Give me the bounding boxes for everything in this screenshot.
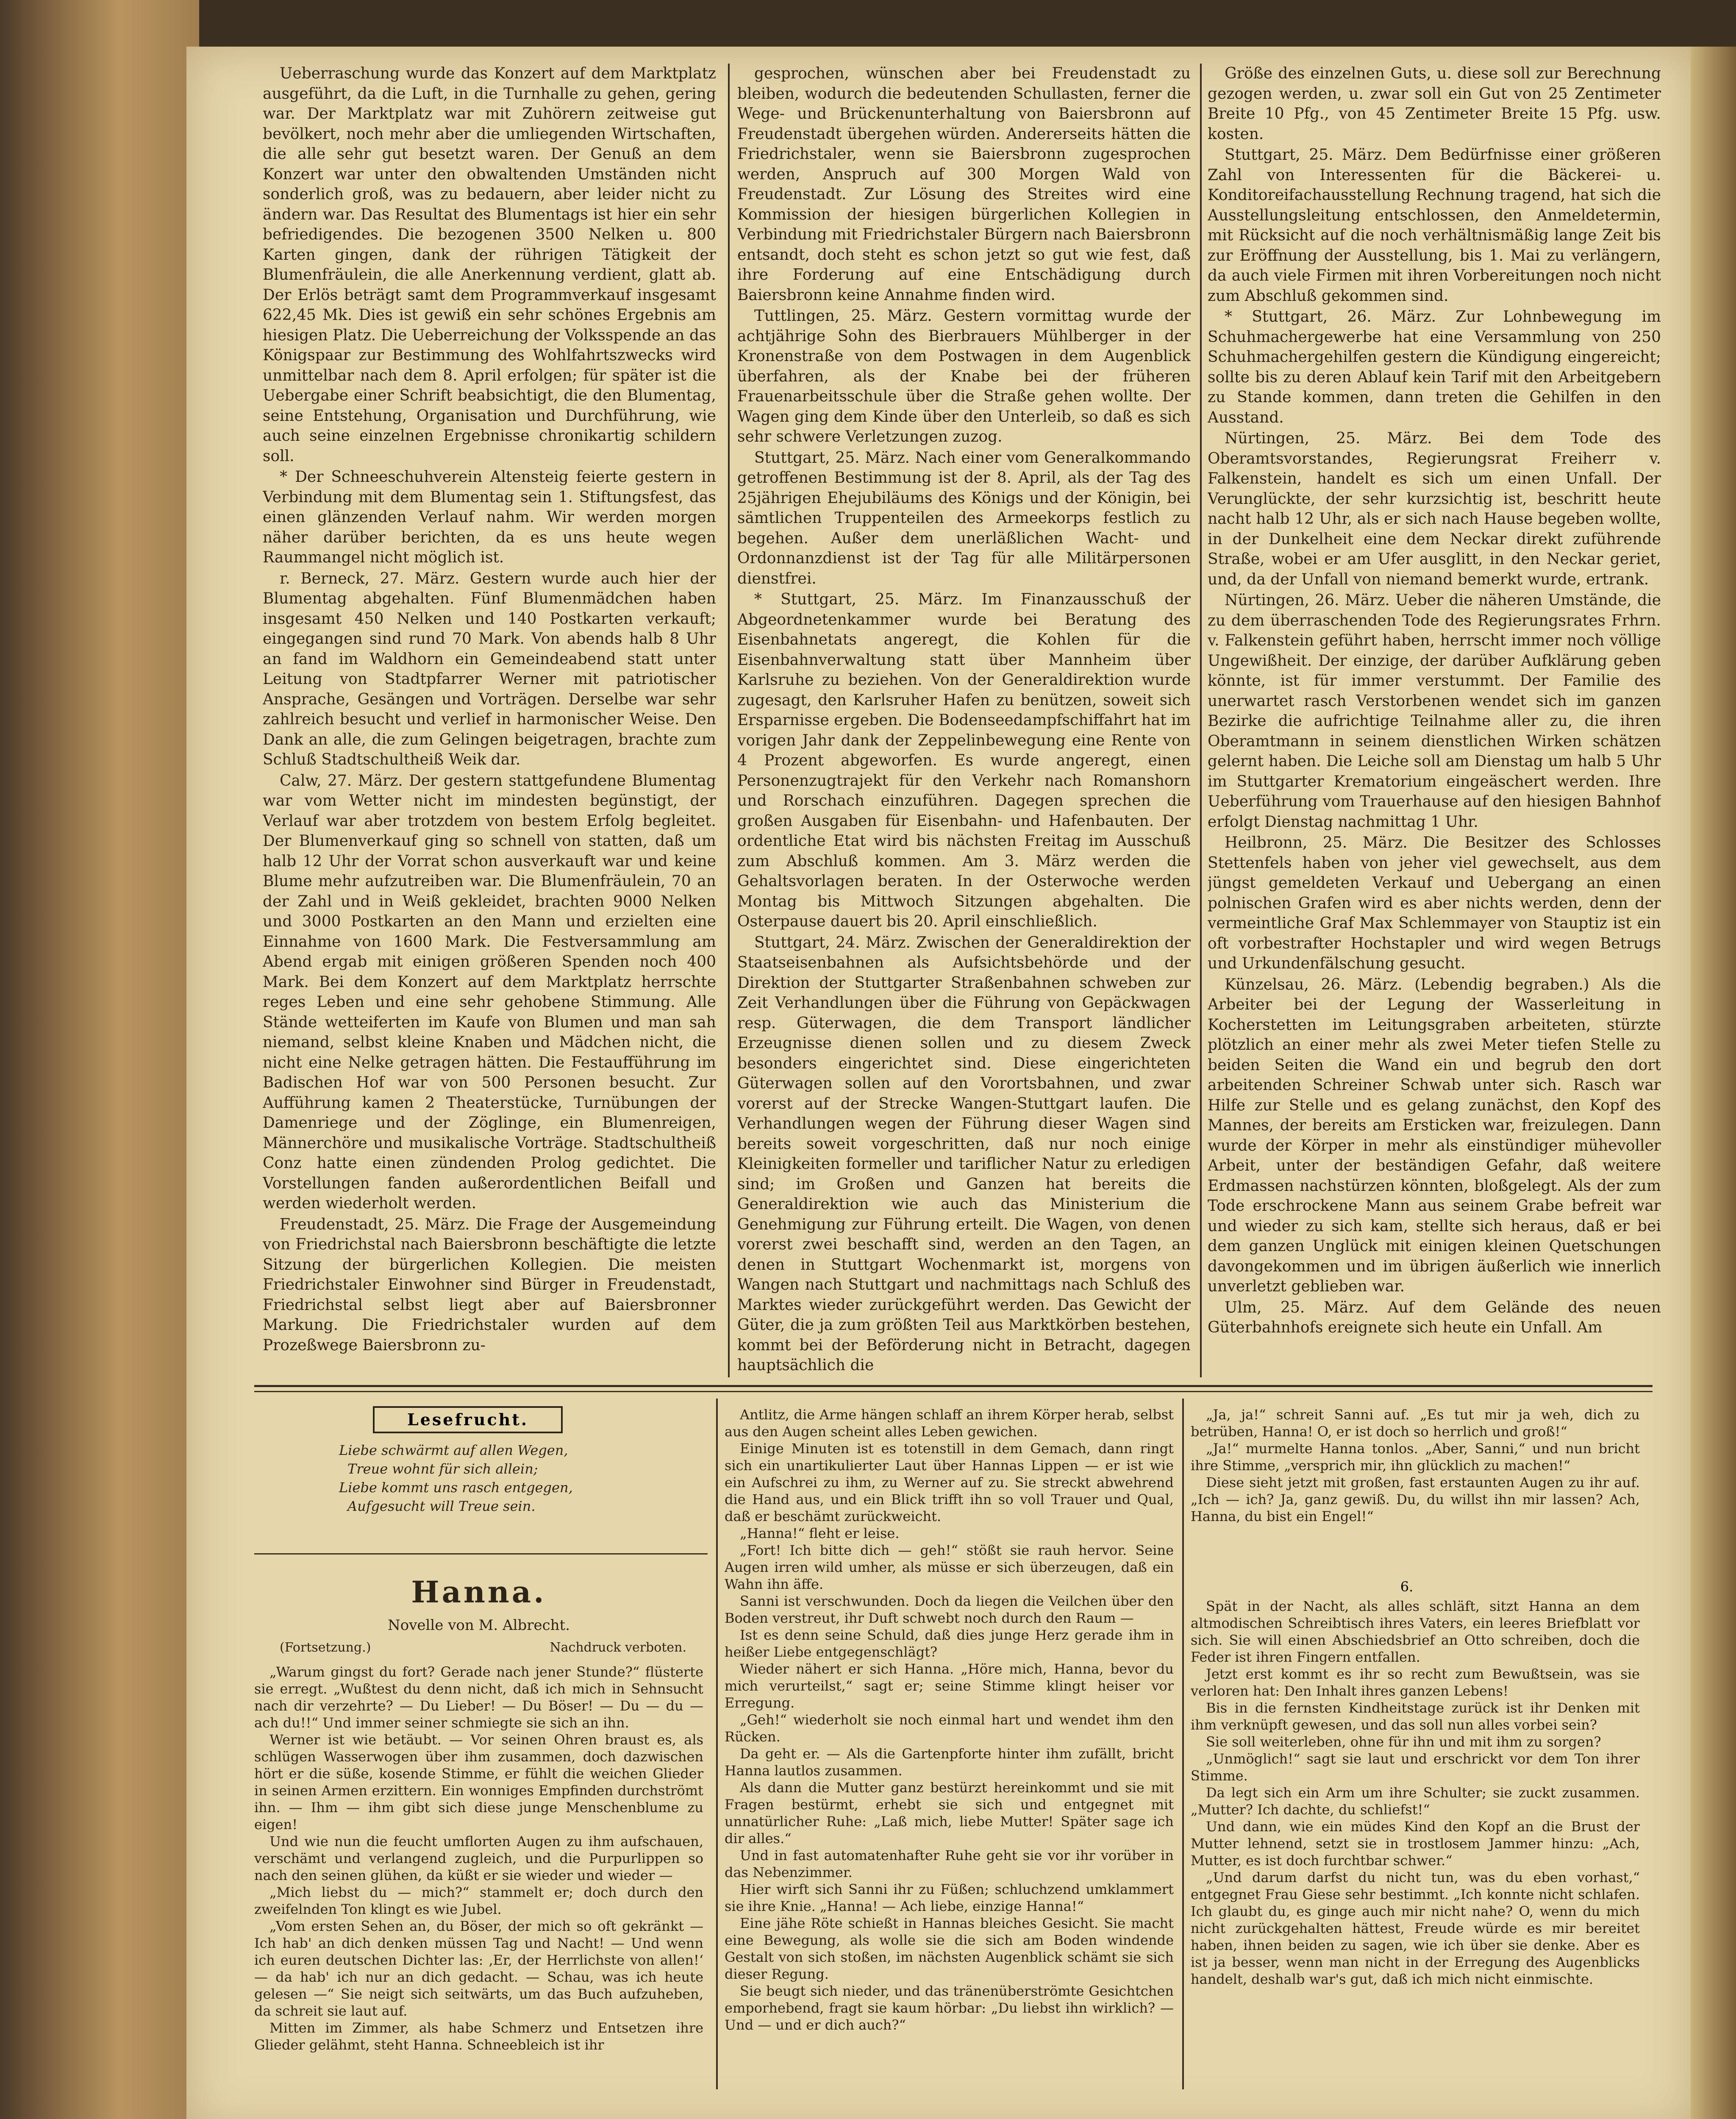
page-edge: [1691, 47, 1736, 2119]
news-paragraph: * Stuttgart, 25. März. Im Finanzausschuß der Abgeordnetenkammer wurde bei Beratung des Eisenbahnetats angeregt, die Kohlen für die Eisenbahnverwaltung statt über Mannheim über Karlsruhe zu beziehen. Von der Generaldirektion wurde zugesagt, den Karlsruher Hafen zu benützen, soweit sich Ersparnisse ergeben. Die Bodenseedampfschiffahrt hat im vorigen Jahr dank der Zeppelinbewegung eine Rente von 4 Prozent abgeworfen. Es wurde angeregt, einen Personenzugtrajekt für den Verkehr nach Romanshorn und Rorschach einzuführen. Dagegen sprechen die großen Ausgaben für Eisenbahn- und Hafenbauten. Der ordentliche Etat wird bis nächsten Freitag im Ausschuß zum Abschluß kommen. Am 3. März werden die Gehaltsvorlagen beraten. In der Osterwoche werden Montag bis Mittwoch Sitzungen abgehalten. Die Osterpause dauert bis 20. April einschließlich.: [737, 591, 1191, 930]
novel-paragraph: Sie beugt sich nieder, und das tränenüberströmte Gesichtchen emporhebend, fragt sie kaum hörbar: „Du liebst ihn wirklich? — Und — und er dich auch?“: [725, 1983, 1174, 2033]
novel-paragraph: „Hanna!“ fleht er leise.: [740, 1525, 900, 1541]
feuilleton-rule: [254, 1391, 1653, 1392]
column-rule: [728, 64, 730, 1377]
news-paragraph: Ueberraschung wurde das Konzert auf dem Marktplatz ausgeführt, da die Luft, in die Turnhalle zu gehen, gering war. Der Marktplatz war mit Zuhörern zeitweise gut bevölkert, noch mehr aber die umliegenden Wirtschaften, die alle sehr gut besetzt waren. Der Genuß an dem Konzert war unter den obwaltenden Umständen nicht sonderlich groß, was zu bedauern, aber leider nicht zu ändern war. Das Resultat des Blumentags ist hier ein sehr befriedigendes. Die bezogenen 3500 Nelken u. 800 Karten gingen, dank der rührigen Tätigkeit der Blumenfräulein, die alle Anerkennung verdient, glatt ab. Der Erlös beträgt samt dem Programmverkauf insgesamt 622,45 Mk. Dies ist gewiß ein sehr schönes Ergebnis am hiesigen Platz. Die Ueberreichung der Volksspende an das Königspaar zur Bestimmung des Wohlfahrtszwecks wird unmittelbar nach dem 8. April erfolgen; für später ist die Uebergabe einer Schrift beabsichtigt, die den Blumentag, seine Entstehung, Organisation und Durchführung, wie auch seine einzelnen Ergebnisse chronikartig schildern soll.: [263, 65, 716, 465]
novel-paragraph: „Warum gingst du fort? Gerade nach jener Stunde?“ flüsterte sie erregt. „Wußtest du denn nicht, daß ich mich in Sehnsucht nach dir verzehrte? — Du Lieber! — Du Böser! — Du — du — ach du!!“ Und immer seiner schmiegte sie sich an ihn.: [254, 1664, 703, 1731]
novel-title: Hanna.: [411, 1574, 547, 1610]
feuilleton-rule: [254, 1385, 1653, 1387]
novel-paragraph: Da geht er. — Als die Gartenpforte hinter ihm zufällt, bricht Hanna lautlos zusammen.: [725, 1746, 1174, 1779]
novel-column-1: [254, 1663, 703, 2087]
novel-paragraph: „Geh!“ wiederholt sie noch einmal hart und wendet ihm den Rücken.: [725, 1712, 1174, 1745]
news-paragraph: Ulm, 25. März. Auf dem Gelände des neuen Güterbahnhofs ereignete sich heute ein Unfall. Am: [1208, 1299, 1661, 1336]
news-paragraph: Calw, 27. März. Der gestern stattgefundene Blumentag war vom Wetter nicht im mindesten begünstigt, der Verlauf war aber trotzdem von bestem Erfolg begleitet. Der Blumenverkauf ging so schnell von statten, daß um halb 12 Uhr der Vorrat schon ausverkauft war und keine Blume mehr aufzutreiben war. Die Blumenfräulein, 70 an der Zahl und in Weiß gekleidet, brachten 9000 Nelken und 3000 Postkarten an den Mann und erzielten eine Einnahme von 1600 Mark. Die Festversammlung am Abend ergab mit einigen größeren Spenden noch 400 Mark. Bei dem Konzert auf dem Marktplatz herrschte reges Leben und eine sehr gehobene Stimmung. Alle Stände wetteiferten im Kaufe von Blumen und man sah niemand, selbst kleine Knaben und Mädchen nicht, die nicht eine Nelke getragen hätten. Die Festaufführung im Badischen Hof war von 500 Personen besucht. Zur Aufführung kamen 2 Theaterstücke, Turnübungen der Damenriege und der Zöglinge, ein Blumenreigen, Männerchöre und musikalische Vorträge. Stadtschultheiß Conz hatte einen zündenden Prolog gedichtet. Die Vorstellungen fanden außerordentlichen Beifall und werden wiederholt werden.: [263, 772, 716, 1212]
column-rule: [716, 1399, 718, 2089]
column-rule: [1200, 64, 1202, 1377]
novel-paragraph: „Ja!“ murmelte Hanna tonlos. „Aber, Sanni,“ und nun bricht ihre Stimme, „versprich mir, ihn glücklich zu machen!“: [1191, 1440, 1640, 1474]
novel-paragraph: Mitten im Zimmer, als habe Schmerz und Entsetzen ihre Glieder gelähmt, steht Hanna. Schneebleich ist ihr: [254, 2020, 703, 2053]
novel-paragraph: Und dann, wie ein müdes Kind den Kopf an die Brust der Mutter lehnend, setzt sie in trostlosem Jammer hinzu: „Ach, Mutter, es ist doch furchtbar schwer.“: [1191, 1819, 1640, 1869]
novel-paragraph: Da legt sich ein Arm um ihre Schulter; sie zuckt zusammen. „Mutter? Ich dachte, du schliefst!“: [1191, 1785, 1640, 1818]
novel-paragraph: Jetzt erst kommt es ihr so recht zum Bewußtsein, was sie verloren hat: Den Inhalt ihres ganzen Lebens!: [1191, 1666, 1640, 1699]
novel-paragraph: Hier wirft sich Sanni ihr zu Füßen; schluchzend umklammert sie ihre Knie. „Hanna! — Ach liebe, einzige Hanna!“: [725, 1881, 1174, 1914]
news-paragraph: Nürtingen, 26. März. Ueber die näheren Umstände, die zu dem überraschenden Tode des Regierungsrates Frhrn. v. Falkenstein geführt haben, herrscht immer noch völlige Ungewißheit. Der einzige, der darüber Aufklärung geben könnte, ist für immer verstummt. Der Familie des unerwartet rasch Verstorbenen wendet sich im ganzen Bezirke die aufrichtige Teilnahme aller zu, die ihren Oberamtmann in seinem dienstlichen Wirken schätzen gelernt haben. Die Leiche soll am Dienstag um halb 5 Uhr im Stuttgarter Krematorium eingeäschert werden. Ihre Ueberführung vom Trauerhause auf den hiesigen Bahnhof erfolgt Dienstag nachmittag 1 Uhr.: [1208, 592, 1661, 831]
news-paragraph: Heilbronn, 25. März. Die Besitzer des Schlosses Stettenfels haben von jeher viel gewechselt, aus dem jüngst gemeldeten Verkauf und Uebergang an einen polnischen Grafen wird es aber nichts werden, denn der vermeintliche Graf Max Schlemmayer von Stauptiz ist ein oft vorbestrafter Hochstapler und wird wegen Betrugs und Urkundenfälschung gesucht.: [1208, 834, 1661, 972]
news-column-2: [737, 64, 1191, 1373]
novel-paragraph: Ist es denn seine Schuld, daß dies junge Herz gerade ihm in heißer Liebe entgegenschlägt?: [725, 1627, 1174, 1660]
novel-paragraph: „Mich liebst du — mich?“ stammelt er; doch durch den zweifelnden Ton klingt es wie Jubel.: [254, 1884, 703, 1917]
news-paragraph: Tuttlingen, 25. März. Gestern vormittag wurde der achtjährige Sohn des Bierbrauers Mühlberger in der Kronenstraße von dem Postwagen in dem Augenblick überfahren, als der Knabe bei der früheren Frauenarbeitsschule über die Straße gehen wollte. Der Wagen ging dem Kinde über den Unterleib, so daß es sich sehr schwere Verletzungen zuzog.: [737, 307, 1191, 445]
novel-paragraph: Bis in die fernsten Kindheitstage zurück ist ihr Denken mit ihm verknüpft gewesen, und das soll nun alles vorbei sein?: [1191, 1700, 1640, 1733]
section-rule: [254, 1553, 708, 1554]
news-paragraph: * Stuttgart, 26. März. Zur Lohnbewegung im Schuhmachergewerbe hat eine Versammlung von 250 Schuhmachergehilfen gestern die Kündigung eingereicht; sollte bis zu deren Ablauf kein Tarif mit den Arbeitgebern zu Stande kommen, dann treten die Gehilfen in den Ausstand.: [1208, 308, 1661, 426]
novel-paragraph: Als dann die Mutter ganz bestürzt hereinkommt und sie mit Fragen bestürmt, erhebt sie sich und entgegnet mit unnatürlicher Ruhe: „Laß mich, liebe Mutter! Später sage ich dir alles.“: [725, 1780, 1174, 1846]
novel-paragraph: Eine jähe Röte schießt in Hannas bleiches Gesicht. Sie macht eine Bewegung, als wolle sie die sich am Boden windende Gestalt von sich stoßen, im nächsten Augenblick schämt sie sich dieser Regung.: [725, 1915, 1174, 1982]
novel-paragraph: „Unmöglich!“ sagt sie laut und erschrickt vor dem Ton ihrer Stimme.: [1191, 1751, 1640, 1784]
novel-paragraph: Und in fast automatenhafter Ruhe geht sie vor ihr vorüber in das Nebenzimmer.: [725, 1847, 1174, 1880]
novel-column-2: [725, 1406, 1174, 2088]
column-rule: [1182, 1399, 1184, 2089]
news-paragraph: r. Berneck, 27. März. Gestern wurde auch hier der Blumentag abgehalten. Fünf Blumenmädchen haben insgesamt 450 Nelken und 140 Postkarten verkauft; eingegangen sind rund 70 Mark. Von abends halb 8 Uhr an fand im Waldhorn ein Gemeindeabend statt unter Leitung von Stadtpfarrer Werner mit patriotischer Ansprache, Gesängen und Vorträgen. Derselbe war sehr zahlreich besucht und verlief in harmonischer Weise. Den Dank an alle, die zum Gelingen beigetragen, brachte zum Schluß Stadtschultheiß Weik dar.: [263, 570, 716, 768]
poem-line: Treue wohnt für sich allein;: [347, 1461, 538, 1477]
news-paragraph: Nürtingen, 25. März. Bei dem Tode des Oberamtsvorstandes, Regierungsrat Freiherr v. Falkenstein, handelt es sich um einen Unfall. Der Verunglückte, der sehr kurzsichtig ist, beschritt heute nacht halb 12 Uhr, als er sich nach Hause begeben wollte, in der Dunkelheit eine dem Neckar direkt zuführende Straße, wobei er am Ufer ausglitt, in den Neckar geriet, und, da der Unfall von niemand bemerkt wurde, ertrank.: [1208, 430, 1661, 588]
news-paragraph: Stuttgart, 25. März. Nach einer vom Generalkommando getroffenen Bestimmung ist der 8. April, als der Tag des 25jährigen Ehejubiläums des Königs und der Königin, bei sämtlichen Truppenteilen des Armeekorps festlich zu begehen. Außer dem unerläßlichen Wacht- und Ordonnanzdienst ist der Tag für alle Militärpersonen dienstfrei.: [737, 449, 1191, 587]
continuation-note: (Fortsetzung.): [280, 1640, 371, 1655]
novel-author: Novelle von M. Albrecht.: [387, 1617, 570, 1634]
news-paragraph: Künzelsau, 26. März. (Lebendig begraben.) Als die Arbeiter bei der Legung der Wasserleitung in Kocherstetten im Leitungsgraben arbeiteten, stürzte plötzlich an einer mehr als zwei Meter tiefen Stelle zu beiden Seiten die Wand ein und begrub den dort arbeitenden Schreiner Schwab unter sich. Rasch war Hilfe zur Stelle und es gelang zunächst, den Kopf des Mannes, der bereits am Ersticken war, freizulegen. Dann wurde der Körper in mehr als einstündiger mühevoller Arbeit, unter der beständigen Gefahr, daß weitere Erdmassen nachstürzen könnten, bloßgelegt. Als der zum Tode erschrockene Mann aus seinem Grabe befreit war und wieder zu sich kam, stellte sich heraus, daß er bei dem ganzen Unglück mit einigen kleinen Quetschungen davongekommen und im übrigen äußerlich wie innerlich unverletzt geblieben war.: [1208, 976, 1661, 1295]
novel-paragraph: Spät in der Nacht, als alles schläft, sitzt Hanna an dem altmodischen Schreibtisch ihres Vaters, ein leeres Briefblatt vor sich. Sie will einen Abschiedsbrief an Otto schreiben, doch die Feder ist ihren Fingern entfallen.: [1191, 1598, 1640, 1665]
novel-column-3-continued: [1191, 1598, 1640, 2089]
news-paragraph: Größe des einzelnen Guts, u. diese soll zur Berechnung gezogen werden, u. zwar soll ein Gut von 25 Zentimeter Breite 10 Pfg., von 45 Zentimeter Breite 15 Pfg. usw. kosten.: [1208, 65, 1661, 143]
news-paragraph: Freudenstadt, 25. März. Die Frage der Ausgemeindung von Friedrichstal nach Baiersbronn beschäftigte die letzte Sitzung der bürgerlichen Kollegien. Die meisten Friedrichstaler Einwohner sind Bürger in Freudenstadt, Friedrichstal selbst liegt aber auf Baiersbronner Markung. Die Friedrichstaler wurden auf dem Prozeßwege Baiersbronn zu-: [263, 1215, 716, 1354]
novel-paragraph: Und wie nun die feucht umflorten Augen zu ihm aufschauen, verschämt und verlangend zugleich, und die Purpurlippen so nach den seinen glühen, da küßt er sie wieder und wieder —: [254, 1833, 703, 1883]
news-paragraph: * Der Schneeschuhverein Altensteig feierte gestern in Verbindung mit dem Blumentag sein 1. Stiftungsfest, das einen glänzenden Verlauf nahm. Wir werden morgen näher darüber berichten, da es uns heute wegen Raummangel nicht möglich ist.: [263, 468, 716, 566]
poem-line: Aufgesucht will Treue sein.: [347, 1498, 536, 1514]
novel-paragraph: „Und darum darfst du nicht tun, was du eben vorhast,“ entgegnet Frau Giese sehr bestimmt. „Ich konnte nicht schlafen. Ich glaubt du, es ginge auch mir nicht nahe? O, wenn du mich nicht zurückgehalten hättest, Freude würde es mir bereitet haben, ihnen beiden zu sagen, wie ich über sie denke. Aber es ist ja besser, wenn man nicht in der Erregung des Augenblicks handelt, deshalb war's gut, daß ich mich nicht einmischte.: [1191, 1869, 1640, 1987]
novel-paragraph: „Vom ersten Sehen an, du Böser, der mich so oft gekränkt — Ich hab' an dich denken müssen Tag und Nacht! — Und wenn ich euren deutschen Dichter las: ‚Er, der Herrlichste von allen!‘ — da hab' ich nur an dich gedacht. — Schau, was ich heute gelesen —“ Sie neigt sich seitwärts, um das Buch aufzuheben, da schreit sie laut auf.: [254, 1918, 703, 2019]
news-column-3: [1208, 64, 1661, 1373]
poem-line: Liebe schwärmt auf allen Wegen,: [339, 1442, 568, 1458]
poem-line: Liebe kommt uns rasch entgegen,: [339, 1479, 573, 1496]
novel-paragraph: Wieder nähert er sich Hanna. „Höre mich, Hanna, bevor du mich verurteilst,“ sagt er; seine Stimme klingt heiser vor Erregung.: [725, 1661, 1174, 1711]
novel-column-3: [1191, 1406, 1640, 1584]
novel-paragraph: Werner ist wie betäubt. — Vor seinen Ohren braust es, als schlügen Wasserwogen über ihm zusammen, doch dazwischen hört er die süße, kosende Stimme, er fühlt die weichen Glieder in seinen Armen erzittern. Ein wonniges Empfinden durchströmt ihn. — Ihm — ihm gibt sich diese junge Menschenblume zu eigen!: [254, 1732, 703, 1833]
novel-paragraph: Antlitz, die Arme hängen schlaff an ihrem Körper herab, selbst aus den Augen scheint alles Leben gewichen.: [725, 1407, 1174, 1440]
section-number: 6.: [1400, 1579, 1414, 1595]
news-paragraph: gesprochen, wünschen aber bei Freudenstadt zu bleiben, wodurch die bedeutenden Schullasten, ferner die Wege- und Brückenunterhaltung von Baiersbronn auf Freudenstadt übergehen würden. Andererseits hätten die Friedrichstaler, wenn sie Baiersbronn zugesprochen werden, Anspruch auf 300 Morgen Wald von Freudenstadt. Zur Lösung des Streites wird eine Kommission der hiesigen bürgerlichen Kollegien in Verbindung mit Friedrichstaler Bürgern nach Baiersbronn entsandt, doch steht es schon jetzt so gut wie fest, daß ihre Forderung auf eine Entschädigung durch Baiersbronn keine Annahme finden wird.: [737, 65, 1191, 304]
reprint-note: Nachdruck verboten.: [550, 1640, 686, 1655]
novel-paragraph: Sanni ist verschwunden. Doch da liegen die Veilchen über den Boden verstreut, ihr Duft schwebt noch durch den Raum —: [725, 1593, 1174, 1626]
novel-paragraph: „Fort! Ich bitte dich — geh!“ stößt sie rauh hervor. Seine Augen irren wild umher, als müsse er sich überzeugen, daß ein Wahn ihn äffe.: [725, 1542, 1174, 1592]
novel-paragraph: „Ja, ja!“ schreit Sanni auf. „Es tut mir ja weh, dich zu betrüben, Hanna! O, er ist doch so herrlich und groß!“: [1191, 1407, 1640, 1440]
news-paragraph: Stuttgart, 24. März. Zwischen der Generaldirektion der Staatseisenbahnen als Aufsichtsbehörde und der Direktion der Stuttgarter Straßenbahnen schweben zur Zeit Verhandlungen über die Führung von Gepäckwagen resp. Güterwagen, die dem Transport ländlicher Erzeugnisse dienen sollen und zu diesem Zweck besonders eingerichtet sind. Diese eingerichteten Güterwagen sollen auf den Vorortsbahnen, und zwar vorerst auf der Strecke Wangen-Stuttgart laufen. Die Verhandlungen wegen der Führung dieser Wagen sind bereits soweit vorgeschritten, daß nur noch einige Kleinigkeiten formeller und tariflicher Natur zu erledigen sind; im Großen und Ganzen hat bereits die Generaldirektion wie auch das Ministerium die Genehmigung zur Führung erteilt. Die Wagen, von denen vorerst zwei beschafft sind, werden an den Tagen, an denen in Stuttgart Wochenmarkt ist, morgens von Wangen nach Stuttgart und nachmittags nach Schluß des Marktes wieder zurückgeführt werden. Das Gewicht der Güter, die ja zum größten Teil aus Marktkörben bestehen, kommt bei der Beförderung nicht in Betracht, dagegen hauptsächlich die: [737, 934, 1191, 1373]
news-paragraph: Stuttgart, 25. März. Dem Bedürfnisse einer größeren Zahl von Interessenten für die Bäckerei- u. Konditoreifachausstellung Rechnung tragend, hat sich die Ausstellungsleitung entschlossen, den Anmeldetermin, mit Rücksicht auf die noch verhältnismäßig lange Zeit bis zur Eröffnung der Ausstellung, bis 1. Mai zu verlängern, da auch viele Firmen mit ihren Vorbereitungen noch nicht zum Abschluß gekommen sind.: [1208, 146, 1661, 305]
news-column-1: [263, 64, 716, 1373]
novel-paragraph: Diese sieht jetzt mit großen, fast erstaunten Augen zu ihr auf. „Ich — ich? Ja, ganz gewiß. Du, du willst ihn mir lassen? Ach, Hanna, du bist ein Engel!“: [1191, 1474, 1640, 1524]
novel-paragraph: Sie soll weiterleben, ohne für ihn und mit ihm zu sorgen?: [1206, 1734, 1601, 1750]
lesefrucht-heading: Lesefrucht.: [373, 1406, 563, 1433]
novel-paragraph: Einige Minuten ist es totenstill in dem Gemach, dann ringt sich ein unartikulierter Laut über Hannas Lippen — er ist wie ein Aufschrei zu ihm, zu Werner auf zu. Sie streckt abwehrend die Hand aus, und ein Blick trifft ihn so voll Trauer und Qual, daß er beschämt zurückweicht.: [725, 1440, 1174, 1524]
poem: [339, 1441, 636, 1516]
book-binding: [0, 0, 199, 2119]
